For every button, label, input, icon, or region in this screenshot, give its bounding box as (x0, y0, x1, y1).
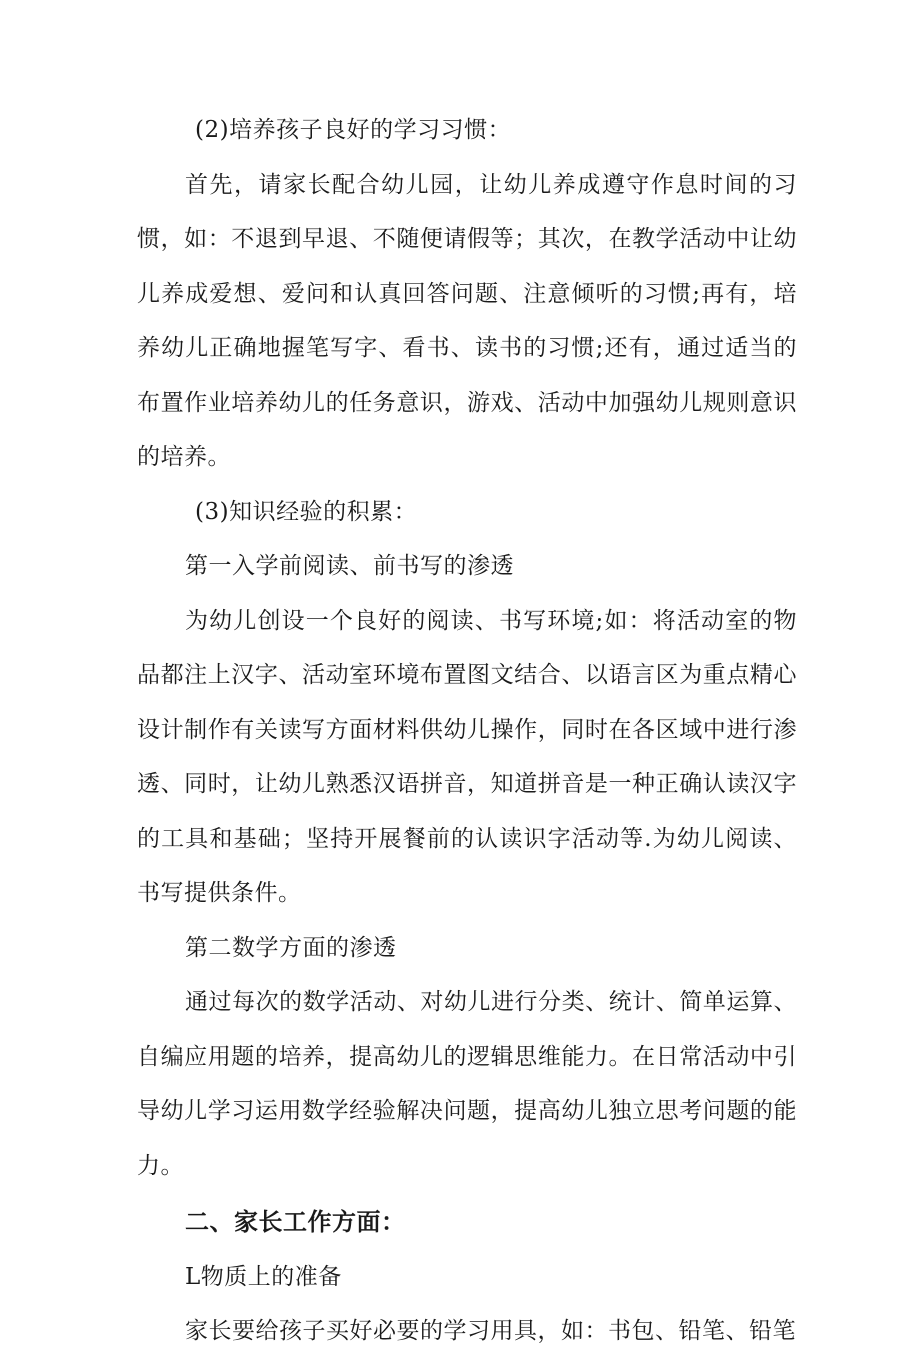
paragraph-material-prep: 家长要给孩子买好必要的学习用具，如：书包、铅笔、铅笔 (185, 1318, 796, 1344)
paragraph-math: 通过每次的数学活动、对幼儿进行分类、统计、简单运算、自编应用题的培养，提高幼儿的逻辑思维能力。在日常活动中引导幼儿学习运用数学经验解决问题，提高幼儿独立思考问题的能力。 (137, 989, 797, 1179)
item-title-reading-writing: 第一入学前阅读、前书写的渗透 (185, 553, 514, 579)
subsection-title-habits: (2)培养孩子良好的学习习惯： (195, 117, 512, 143)
paragraph-habits: 首先，请家长配合幼儿园，让幼儿养成遵守作息时间的习惯，如：不退到早退、不随便请假等；其次，在教学活动中让幼儿养成爱想、爱问和认真回答问题、注意倾听的习惯;再有，培养幼儿正确地握笔写字、看书、读书的习惯;还有，通过适当的布置作业培养幼儿的任务意识，游戏、活动中加强幼儿规则意识的培养。 (137, 171, 797, 470)
document-body (137, 103, 797, 1359)
paragraph-reading-writing: 为幼儿创设一个良好的阅读、书写环境;如：将活动室的物品都注上汉字、活动室环境布置图文结合、以语言区为重点精心设计制作有关读写方面材料供幼儿操作，同时在各区域中进行渗透、同时，让幼儿熟悉汉语拼音，知道拼音是一种正确认读汉字的工具和基础；坚持开展餐前的认读识字活动等.为幼儿阅读、书写提供条件。 (137, 607, 797, 906)
item-title-material-prep: L物质上的准备 (185, 1263, 342, 1290)
subsection-title-knowledge: (3)知识经验的积累： (195, 498, 418, 525)
section-heading-parents: 二、家长工作方面： (185, 1208, 406, 1236)
item-title-math: 第二数学方面的渗透 (185, 934, 397, 961)
